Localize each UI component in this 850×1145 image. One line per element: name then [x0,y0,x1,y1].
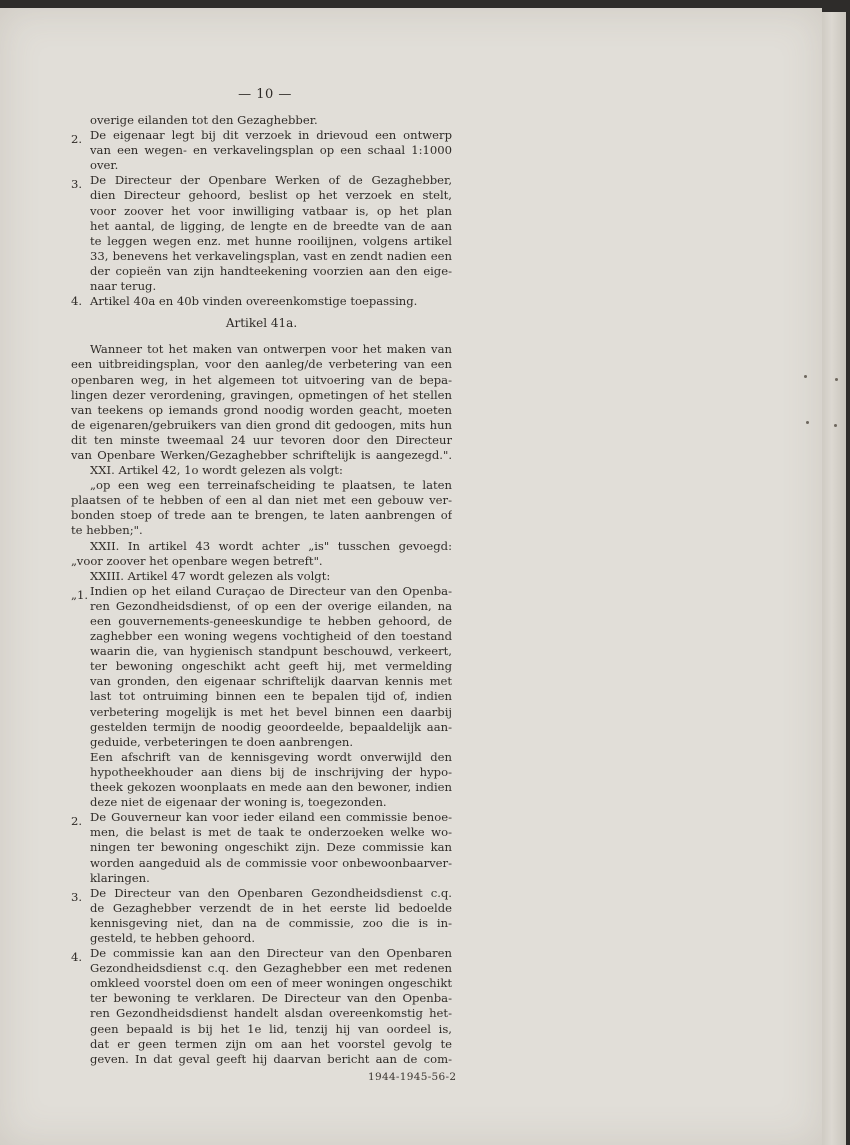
item-number: 2. [71,132,83,147]
text-line [71,554,452,569]
line-text: een gouvernements-geneeskundige te hebben gehoord, de [90,614,452,628]
text-line [71,871,452,886]
line-text: Artikel 40a en 40b vinden overeenkomstige toepassing. [90,294,418,309]
line-text: gesteld, te hebben gehoord. [90,930,256,945]
text-line [71,173,452,192]
line-text: omkleed voorstel doen om een of meer woningen ongeschikt [90,976,452,991]
text-line [71,674,452,689]
text-line [71,508,452,523]
text-line [71,856,452,871]
line-text: dat er geen termen zijn om aan het voorstel gevolg te [90,1036,452,1051]
line-text: ningen ter bewoning ongeschikt zijn. Deze commissie kan [90,840,452,855]
line-text: „voor zoover het openbare wegen betreft". [71,553,323,568]
text-line [71,539,452,554]
speck-mark [834,424,837,427]
text-line [71,523,452,538]
page-edge-stack [822,12,846,1145]
line-text: geduide, verbeteringen te doen aanbrengen. [90,734,354,749]
text-line [71,204,452,219]
line-text: van een wegen- en verkavelingsplan op een schaal 1:1000 [90,143,452,158]
text-line [71,795,452,810]
line-text: bonden stoep of trede aan te brengen, te laten aanbrengen of [71,508,452,523]
line-text: een uitbreidingsplan, voor den aanleg/de verbetering van een [71,357,452,372]
line-text: ter bewoning te verklaren. De Directeur van den Openba- [90,991,452,1006]
line-text: over. [90,158,119,173]
line-text: ter bewoning ongeschikt acht geeft hij, met vermelding [90,659,452,674]
line-text: dit ten minste tweemaal 24 uur tevoren door den Directeur [71,432,452,447]
text-line [71,720,452,735]
line-text: de Gezaghebber verzendt de in het eerste lid bedoelde [90,900,452,915]
text-line [71,659,452,674]
document-code: 1944-1945-56-2 [368,1071,457,1083]
text-line [71,583,452,602]
text-line [71,614,452,629]
text-line [71,599,452,614]
article-heading: Artikel 41a. [225,316,298,331]
line-text: lingen dezer verordening, gravingen, opmetingen of het stellen [71,387,452,402]
line-text: XXIII. Artikel 47 wordt gelezen als volgt: [90,568,331,583]
line-text: plaatsen of te hebben of een al dan niet met een gebouw ver- [71,493,452,508]
line-text: Gezondheidsdienst c.q. den Gezaghebber een met redenen [90,961,452,976]
text-line [71,976,452,991]
text-line [71,629,452,644]
text-line [71,735,452,750]
text-line [71,840,452,855]
item-number: 3. [71,177,83,192]
text-line [71,264,452,279]
line-text: zaghebber een woning wegens vochtigheid of den toestand [90,629,452,644]
text-line [71,1006,452,1021]
text-line [71,448,452,463]
speck-mark [804,375,807,378]
document-body [71,113,452,1067]
line-text: 33, benevens het verkavelingsplan, vast en zendt nadien een [90,248,452,263]
text-line [71,388,452,403]
line-text: De Directeur van den Openbaren Gezondheidsdienst c.q. [90,885,452,900]
line-text: openbaren weg, in het algemeen tot uitvoering van de bepa- [71,372,452,387]
text-line [71,961,452,976]
text-line [71,188,452,203]
line-text: waarin die, van hygienisch standpunt beschouwd, verkeert, [90,644,452,659]
line-text: XXI. Artikel 42, 1o wordt gelezen als volgt: [90,463,343,478]
text-line [71,810,452,829]
text-line [71,418,452,433]
text-line [71,931,452,946]
text-line [71,234,452,249]
line-text: gestelden termijn de noodig geoordeelde, bepaaldelijk aan- [90,719,452,734]
text-line [71,493,452,508]
line-text: ren Gezondheidsdienst, of op een der overige eilanden, na [90,598,452,613]
line-text: kennisgeving niet, dan na de commissie, zoo die is in- [90,915,452,930]
text-line [71,219,452,234]
line-text: van gronden, den eigenaar schriftelijk daarvan kennis met [90,674,452,689]
line-text: XXII. In artikel 43 wordt achter „is" tusschen gevoegd: [90,538,452,553]
text-line [71,403,452,418]
speck-mark [835,378,838,381]
text-line [71,689,452,704]
line-text: te leggen wegen enz. met hunne rooilijnen, volgens artikel [90,233,452,248]
line-text: het aantal, de ligging, de lengte en de breedte van de aan [90,218,452,233]
text-line [71,342,452,357]
text-line [71,901,452,916]
text-line [71,946,452,965]
line-text: verbetering mogelijk is met het bevel binnen een daarbij [90,704,452,719]
text-line [71,357,452,372]
line-text: deze niet de eigenaar der woning is, toegezonden. [90,795,387,810]
item-number: 4. [71,294,83,309]
line-text: te hebben;". [71,523,143,538]
text-line [71,1022,452,1037]
text-line [71,128,452,147]
text-line [71,1037,452,1052]
text-line [71,294,452,309]
text-line [71,569,452,584]
line-text: De eigenaar legt bij dit verzoek in drievoud een ontwerp [90,128,452,143]
text-line [71,765,452,780]
line-text: van Openbare Werken/Gezaghebber schriftelijk is aangezegd.". [71,447,452,462]
text-line [71,143,452,158]
item-number: 4. [71,950,83,965]
item-number: „1. [71,587,89,602]
text-line [71,885,452,904]
text-line [71,373,452,388]
text-line [71,705,452,720]
line-text: geen bepaald is bij het 1e lid, tenzij hij van oordeel is, [90,1021,452,1036]
line-text: naar terug. [90,279,157,294]
text-line [71,463,452,478]
page-number: — 10 — [238,87,292,102]
text-line [71,433,452,448]
line-text: De Gouverneur kan voor ieder eiland een commissie benoe- [90,810,452,825]
line-text: overige eilanden tot den Gezaghebber. [90,113,318,127]
text-line [71,478,452,493]
item-number: 2. [71,814,83,829]
line-text: De Directeur der Openbare Werken of de Gezaghebber, [90,173,452,188]
line-text: van teekens op iemands grond noodig worden geacht, moeten [71,402,452,417]
item-number: 3. [71,889,83,904]
line-text: klaringen. [90,870,150,885]
line-text: dien Directeur gehoord, beslist op het verzoek en stelt, [90,188,452,203]
line-text: De commissie kan aan den Directeur van den Openbaren [90,946,452,961]
text-line [71,916,452,931]
line-text: de eigenaren/gebruikers van dien grond dit gedoogen, mits hun [71,417,452,432]
line-text: Een afschrift van de kennisgeving wordt onverwijld den [90,749,452,764]
text-line [71,279,452,294]
text-line [71,991,452,1006]
line-text: geven. In dat geval geeft hij daarvan bericht aan de com- [90,1051,452,1066]
line-text: hypotheekhouder aan diens bij de inschrijving der hypo- [90,764,452,779]
line-text: worden aangeduid als de commissie voor onbewoonbaarver- [90,855,452,870]
line-text: theek gekozen woonplaats en mede aan den bewoner, indien [90,780,452,795]
line-text: ren Gezondheidsdienst handelt alsdan overeenkomstig het- [90,1006,452,1021]
line-text: der copieën van zijn handteekening voorzien aan den eige- [90,263,452,278]
text-line [71,249,452,264]
line-text: Indien op het eiland Curaçao de Directeur van den Openba- [90,583,452,598]
text-line [71,158,452,173]
line-text: voor zoover het voor inwilliging vatbaar is, op het plan [90,203,452,218]
text-line [71,750,452,765]
text-line [71,644,452,659]
line-text: men, die belast is met de taak te onderzoeken welke wo- [90,825,452,840]
text-line [71,1052,452,1067]
line-text: „op een weg een terreinafscheiding te plaatsen, te laten [90,478,452,493]
speck-mark [806,421,809,424]
line-text: Wanneer tot het maken van ontwerpen voor het maken van [90,342,452,357]
text-line [71,780,452,795]
text-line [71,113,452,128]
text-line [71,825,452,840]
line-text: last tot ontruiming binnen een te bepalen tijd of, indien [90,689,452,704]
